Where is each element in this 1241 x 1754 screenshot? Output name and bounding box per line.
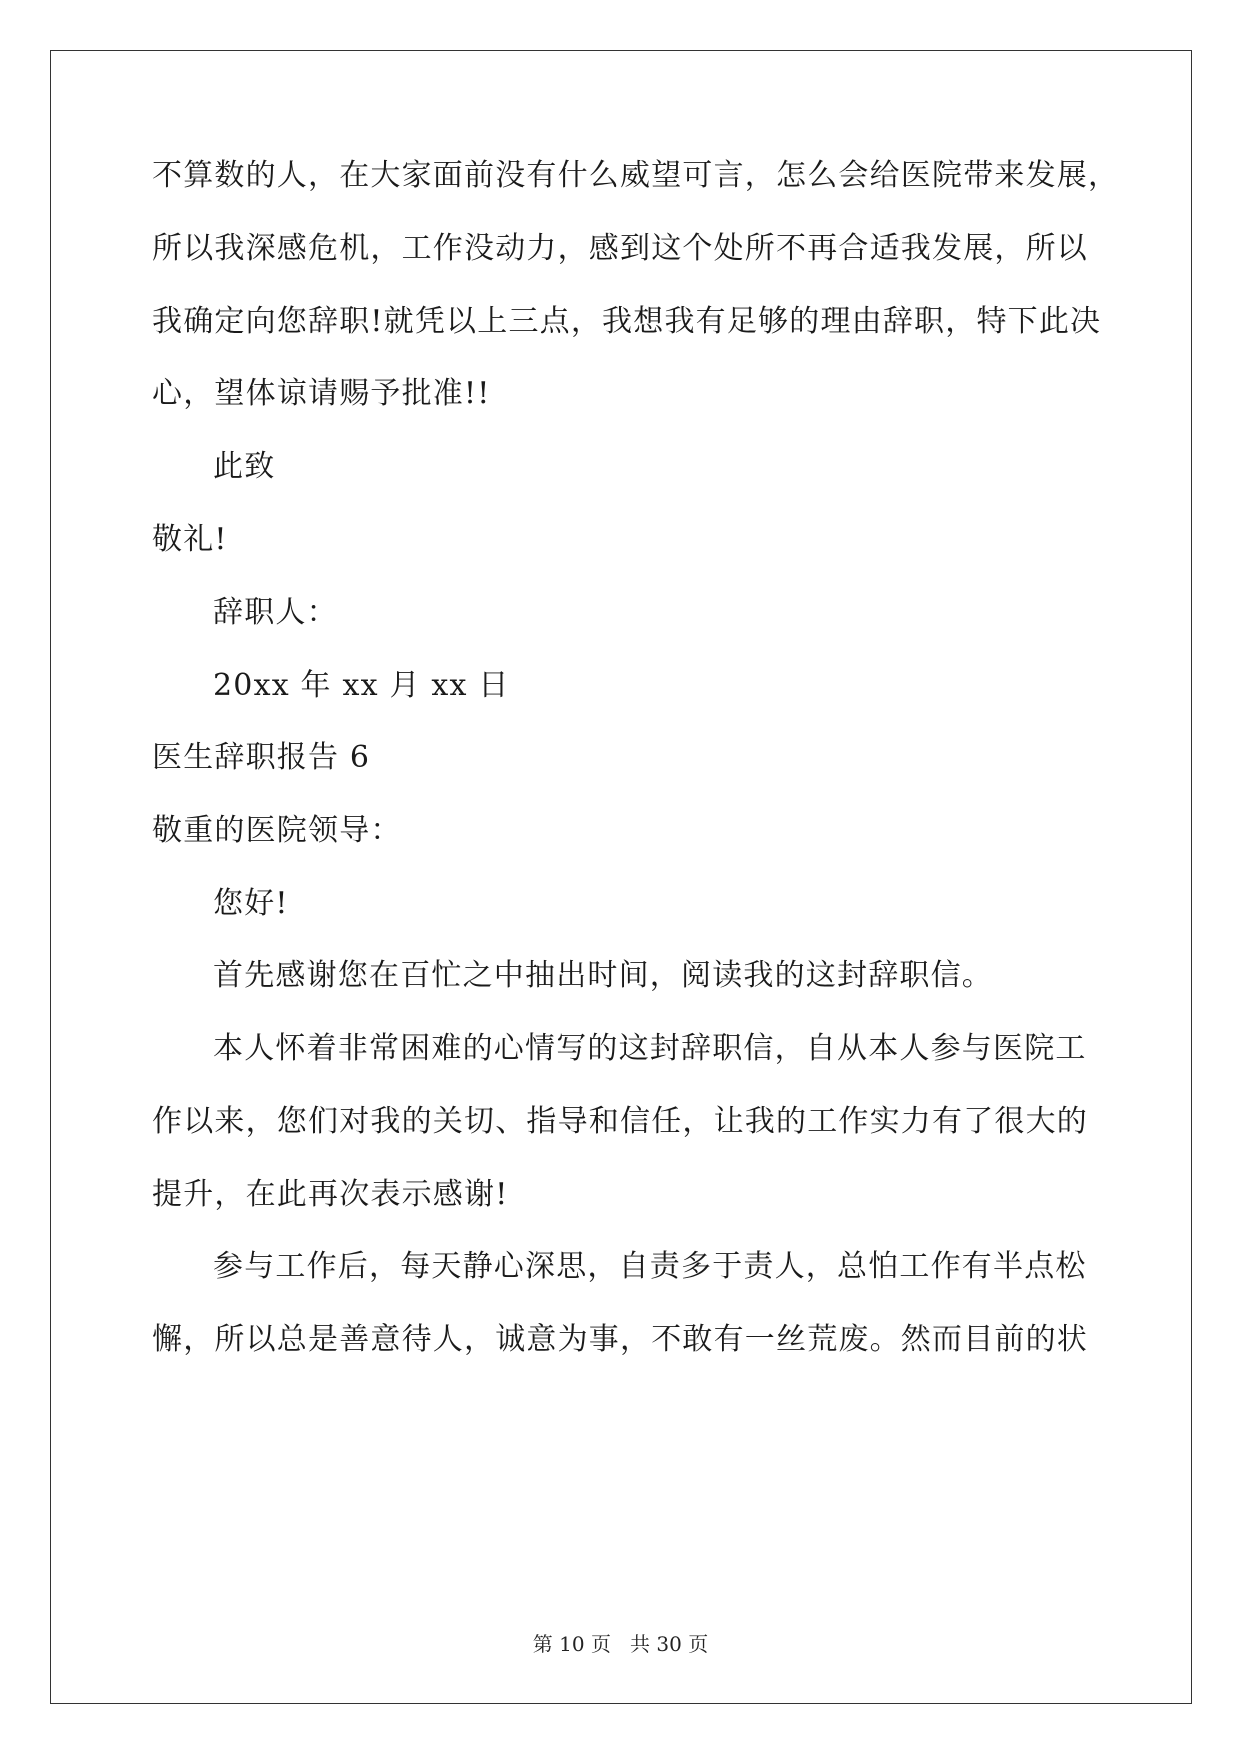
closing-phrase: 此致 — [213, 449, 276, 484]
page-border — [50, 50, 1192, 1704]
recipient-line: 敬重的医院领导： — [152, 813, 402, 848]
salutation-closing: 敬礼! — [152, 522, 228, 557]
body-line: 首先感谢您在百忙之中抽出时间，阅读我的这封辞职信。 — [213, 958, 993, 993]
body-line: 不算数的人，在大家面前没有什么威望可言，怎么会给医院带来发展， — [152, 158, 1120, 193]
date-line: 20xx 年 xx 月 xx 日 — [213, 668, 510, 703]
section-title: 医生辞职报告 6 — [152, 740, 371, 775]
page-total: 共 30 页 — [630, 1632, 709, 1656]
signature-label: 辞职人： — [213, 595, 338, 630]
body-line: 提升，在此再次表示感谢! — [152, 1177, 509, 1212]
body-line: 本人怀着非常困难的心情写的这封辞职信，自从本人参与医院工 — [213, 1031, 1087, 1066]
page-number: 第 10 页 — [532, 1632, 611, 1656]
page-footer — [0, 1631, 1241, 1657]
body-line: 作以来，您们对我的关切、指导和信任，让我的工作实力有了很大的 — [152, 1104, 1088, 1139]
body-line: 参与工作后，每天静心深思，自责多于责人，总怕工作有半点松 — [213, 1249, 1087, 1284]
body-line: 所以我深感危机，工作没动力，感到这个处所不再合适我发展，所以 — [152, 231, 1088, 266]
greeting-line: 您好! — [213, 886, 289, 921]
body-line: 懈，所以总是善意待人，诚意为事，不敢有一丝荒废。然而目前的状 — [152, 1322, 1088, 1357]
body-line: 心，望体谅请赐予批准!! — [152, 376, 491, 411]
body-line: 我确定向您辞职!就凭以上三点，我想我有足够的理由辞职，特下此决 — [152, 304, 1102, 339]
